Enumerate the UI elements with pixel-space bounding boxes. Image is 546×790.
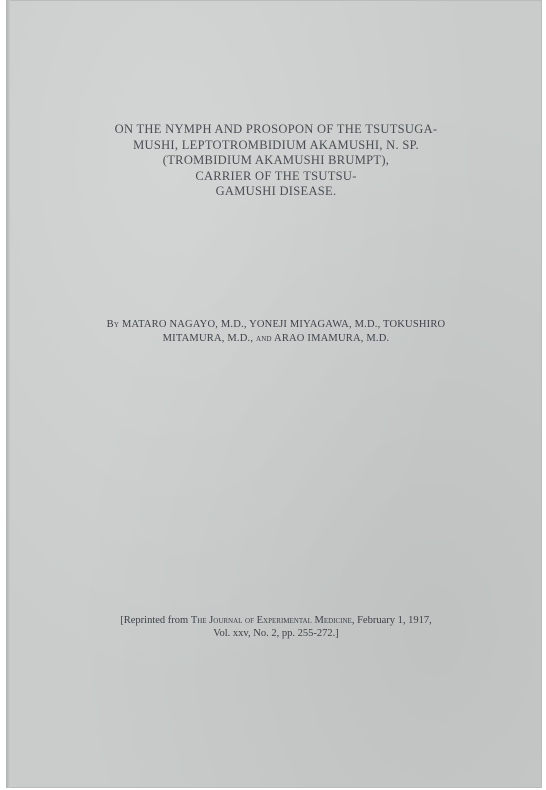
reprint-date: , February 1, 1917,	[351, 615, 432, 626]
title-line-5: GAMUSHI DISEASE.	[215, 184, 337, 198]
page-edge	[6, 0, 10, 788]
journal-name: The Journal of Experimental Medicine	[190, 615, 352, 626]
reprint-line-1	[56, 614, 496, 627]
and-word: and	[256, 333, 272, 344]
author-line-2	[56, 332, 496, 346]
paper-title	[66, 122, 486, 200]
title-line-4: CARRIER OF THE TSUTSU-	[195, 168, 357, 183]
reprint-line-2: Vol. xxv, No. 2, pp. 255-272.]	[213, 628, 339, 639]
title-line-2: MUSHI, LEPTOTROMBIDIUM AKAMUSHI, N. SP.	[133, 137, 419, 152]
reprint-note	[56, 614, 496, 640]
reprint-prefix: [Reprinted from	[120, 615, 189, 626]
author-names-2b: ARAO IMAMURA, M.D.	[274, 333, 390, 344]
author-names-2a: MITAMURA, M.D.,	[162, 333, 254, 344]
author-list	[56, 318, 496, 346]
author-names-1: MATARO NAGAYO, M.D., YONEJI MIYAGAWA, M.D., TOKUSHIRO	[121, 319, 446, 330]
by-word: By	[106, 319, 120, 330]
title-line-1: ON THE NYMPH AND PROSOPON OF THE TSUTSUGA-	[114, 122, 438, 136]
author-line-1	[56, 318, 496, 332]
document-cover	[6, 0, 542, 788]
title-line-3: (TROMBIDIUM AKAMUSHI BRUMPT),	[162, 153, 390, 167]
